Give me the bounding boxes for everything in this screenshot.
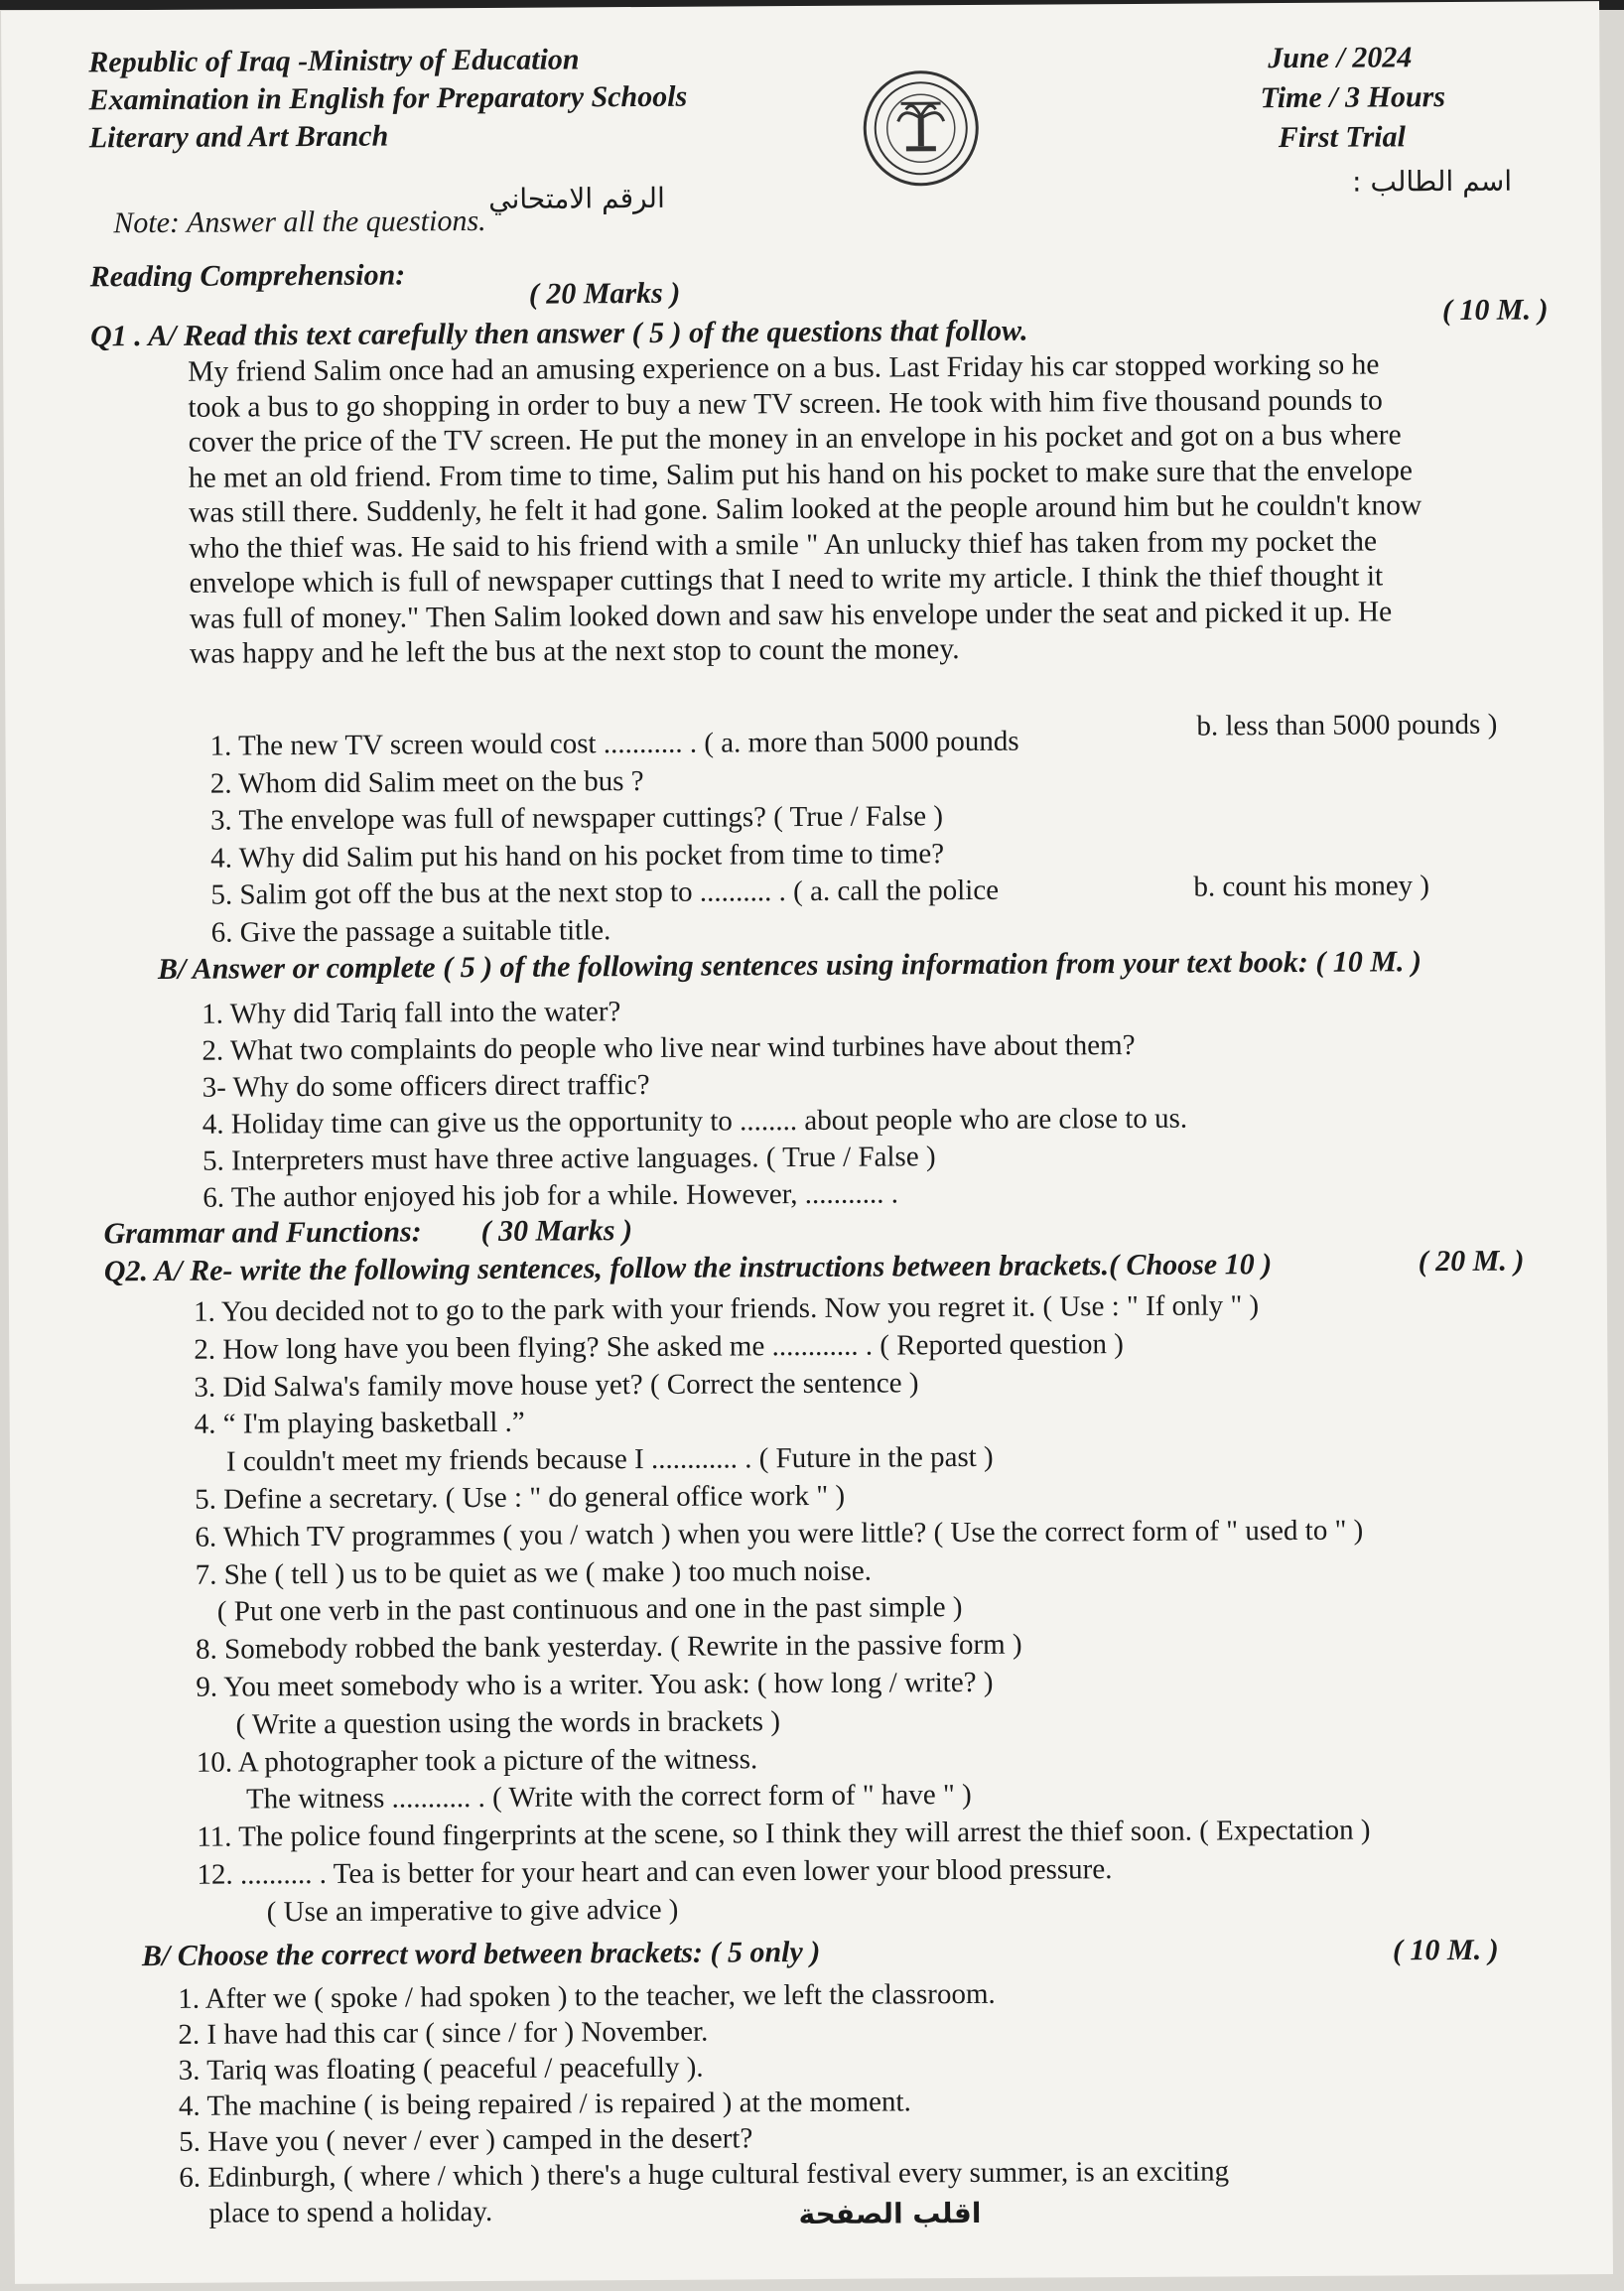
passage-line: was still there. Suddenly, he felt it had gone. Salim looked at the people around him but he couldn't know bbox=[189, 489, 1422, 529]
question-item: 1. You decided not to go to the park with your friends. Now you regret it. ( Use : " If only " ) bbox=[193, 1289, 1260, 1328]
question-item: 3. Tariq was floating ( peaceful / peacefully ). bbox=[178, 2051, 704, 2087]
question-item: 10. A photographer took a picture of the witness. bbox=[196, 1742, 758, 1779]
ministry-seal-icon bbox=[863, 70, 979, 187]
exam-duration: Time / 3 Hours bbox=[1260, 80, 1446, 115]
q1b-heading: B/ Answer or complete ( 5 ) of the following sentences using information from your text book: ( 10 M. ) bbox=[157, 945, 1422, 986]
q2b-marks: ( 10 M. ) bbox=[1392, 1933, 1499, 1967]
q1a-marks: ( 10 M. ) bbox=[1441, 293, 1549, 328]
header-left bbox=[88, 41, 687, 158]
passage-line: was full of money." Then Salim looked down and saw his envelope under the seat and picked it up. He bbox=[189, 595, 1393, 635]
question-item: 1. After we ( spoke / had spoken ) to the teacher, we left the classroom. bbox=[178, 1977, 996, 2015]
passage-line: took a bus to go shopping in order to buy a new TV screen. He took with him five thousand pounds to bbox=[188, 383, 1383, 424]
exam-number-label: الرقم الامتحاني bbox=[488, 181, 665, 215]
passage-line: cover the price of the TV screen. He put the money in an envelope in his pocket and got on a bus where bbox=[188, 419, 1402, 459]
exam-title-line: Examination in English for Preparatory Schools bbox=[88, 79, 688, 117]
passage-line: My friend Salim once had an amusing experience on a bus. Last Friday his car stopped working so he bbox=[188, 348, 1380, 388]
passage-line: was happy and he left the bus at the next stop to count the money. bbox=[189, 633, 960, 670]
q2b-heading: B/ Choose the correct word between brackets: ( 5 only ) bbox=[141, 1935, 821, 1973]
question-item: 2. How long have you been flying? She asked me ............ . ( Reported question ) bbox=[194, 1327, 1125, 1366]
passage-line: who the thief was. He said to his friend with a smile " An unlucky thief has taken from my pocket the bbox=[189, 524, 1378, 565]
reading-section-marks: ( 20 Marks ) bbox=[528, 276, 681, 311]
header-right bbox=[1260, 38, 1445, 158]
q2b-items bbox=[178, 1974, 1229, 2230]
ministry-line: Republic of Iraq -Ministry of Education bbox=[88, 43, 580, 79]
grammar-section-marks: ( 30 Marks ) bbox=[480, 1214, 633, 1249]
q5-option-b: b. count his money ) bbox=[1193, 870, 1430, 903]
question-item: 6. The author enjoyed his job for a while. However, ........... . bbox=[203, 1177, 899, 1214]
question-item: 11. The police found fingerprints at the scene, so I think they will arrest the thief soon. ( Expectation ) bbox=[197, 1814, 1371, 1853]
q1a-heading: Q1 . A/ Read this text carefully then answer ( 5 ) of the questions that follow. bbox=[89, 314, 1028, 353]
question-item: 3. The envelope was full of newspaper cuttings? ( True / False ) bbox=[209, 800, 944, 837]
question-item: 3- Why do some officers direct traffic? bbox=[202, 1068, 650, 1104]
question-item: The witness ........... . ( Write with the correct form of " have " ) bbox=[245, 1779, 972, 1816]
question-item: 6. Give the passage a suitable title. bbox=[210, 913, 611, 949]
question-item: 5. Have you ( never / ever ) camped in the desert? bbox=[179, 2122, 753, 2158]
question-item: I couldn't meet my friends because I ............ . ( Future in the past ) bbox=[225, 1441, 994, 1478]
exam-date: June / 2024 bbox=[1268, 41, 1413, 75]
reading-section-title: Reading Comprehension: bbox=[89, 258, 406, 294]
question-item: ( Write a question using the words in brackets ) bbox=[235, 1704, 781, 1741]
question-item: place to spend a holiday. bbox=[208, 2195, 493, 2229]
question-item: 2. Whom did Salim meet on the bus ? bbox=[209, 764, 644, 800]
exam-sheet bbox=[1, 1, 1613, 2284]
question-item: 6. Edinburgh, ( where / which ) there's a huge cultural festival every summer, is an exciting bbox=[179, 2155, 1230, 2194]
question-item: 4. Holiday time can give us the opportunity to ........ about people who are close to us. bbox=[202, 1102, 1188, 1141]
q1a-questions bbox=[209, 724, 1019, 952]
branch-line: Literary and Art Branch bbox=[88, 119, 389, 155]
reading-passage bbox=[188, 347, 1422, 672]
question-item: 8. Somebody robbed the bank yesterday. ( Rewrite in the passive form ) bbox=[196, 1628, 1022, 1666]
question-item: 9. You meet somebody who is a writer. You ask: ( how long / write? ) bbox=[196, 1666, 994, 1703]
student-name-label: اسم الطالب : bbox=[1351, 164, 1513, 199]
q1-option-b: b. less than 5000 pounds ) bbox=[1196, 708, 1498, 742]
question-item: 5. Define a secretary. ( Use : " do general office work " ) bbox=[195, 1479, 846, 1516]
question-item: 5. Interpreters must have three active languages. ( True / False ) bbox=[203, 1141, 936, 1177]
turn-page-note: اقلب الصفحة bbox=[798, 2196, 982, 2231]
passage-line: he met an old friend. From time to time, Salim put his hand on his pocket to make sure that the envelope bbox=[188, 454, 1413, 494]
question-item: 7. She ( tell ) us to be quiet as we ( make ) too much noise. bbox=[195, 1554, 873, 1591]
question-item: 12. .......... . Tea is better for your heart and can even lower your blood pressure. bbox=[197, 1853, 1113, 1891]
q2a-heading: Q2. A/ Re- write the following sentences, follow the instructions between brackets.( Choose 10 ) bbox=[103, 1248, 1273, 1288]
question-item: ( Use an imperative to give advice ) bbox=[266, 1893, 679, 1929]
question-item: 4. Why did Salim put his hand on his pocket from time to time? bbox=[210, 837, 945, 875]
question-item: 1. Why did Tariq fall into the water? bbox=[202, 996, 621, 1030]
question-item: ( Put one verb in the past continuous and one in the past simple ) bbox=[216, 1591, 963, 1629]
question-item: 2. What two complaints do people who live near wind turbines have about them? bbox=[202, 1028, 1136, 1067]
q1b-items bbox=[202, 991, 1188, 1217]
question-item: 4. The machine ( is being repaired / is repaired ) at the moment. bbox=[178, 2086, 911, 2122]
question-item: 3. Did Salwa's family move house yet? ( Correct the sentence ) bbox=[194, 1366, 919, 1404]
passage-line: envelope which is full of newspaper cuttings that I need to write my article. I think the thief thought it bbox=[189, 560, 1384, 600]
question-item: 4. “ I'm playing basketball .” bbox=[194, 1407, 525, 1441]
grammar-section-title: Grammar and Functions: bbox=[103, 1215, 422, 1251]
trial-label: First Trial bbox=[1278, 120, 1407, 155]
q2a-marks: ( 20 M. ) bbox=[1418, 1244, 1525, 1279]
q2a-items bbox=[194, 1287, 1371, 1933]
question-item: 2. I have had this car ( since / for ) November. bbox=[178, 2015, 709, 2051]
question-item: 5. Salim got off the bus at the next stop to .......... . ( a. call the police bbox=[210, 874, 1000, 911]
question-item: 1. The new TV screen would cost ........... . ( a. more than 5000 pounds bbox=[209, 725, 1019, 762]
question-item: 6. Which TV programmes ( you / watch ) when you were little? ( Use the correct form of " used to " ) bbox=[195, 1514, 1364, 1553]
exam-note: Note: Answer all the questions. bbox=[113, 203, 486, 240]
